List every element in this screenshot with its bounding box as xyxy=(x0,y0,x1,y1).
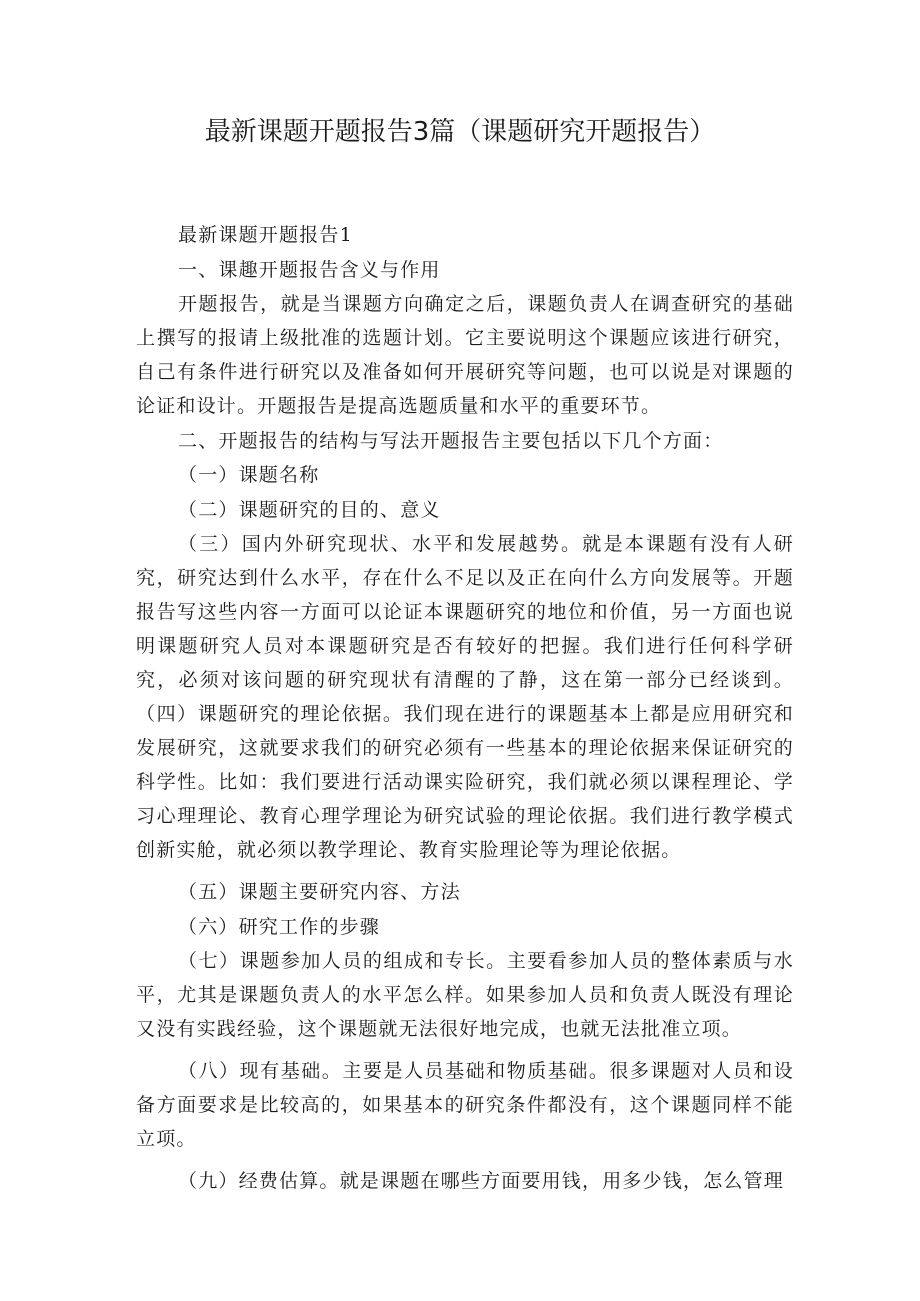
body-paragraph: （九）经费估算。就是课题在哪些方面要用钱，用多少钱，怎么管理 xyxy=(178,1170,785,1192)
body-paragraph: （三）国内外研究现状、水平和发展越势。就是本课题有没有人研究，研究达到什么水平，存在什么不足以及正在向什么方向发展等。开题报告写这些内容一方面可以论证本课题研究的地位和价值，另一方面也说明课题研究人员对本课题研究是否有较好的把握。我们进行任何科学研究，必须对该问题的研究现状有清醒的了静，这在第一部分已经谈到。（四）课题研究的理论依据。我们现在进行的课题基本上都是应用研究和发展研究，这就要求我们的研究必须有一些基本的理论依据来保证研究的科学性。比如：我们要进行活动课实险研究，我们就必须以课程理论、学习心理理论、教育心理学理论为研究试验的理论依据。我们进行教学模式创新实舱，就必须以教学理论、教育实脸理论等为理论依据。 xyxy=(136,533,794,861)
page-title: 最新课题开题报告3篇（课题研究开题报告） xyxy=(204,117,716,147)
section-heading: 最新课题开题报告1 xyxy=(178,224,353,246)
document-body xyxy=(136,218,794,1199)
subsection-heading: 一、课趣开题报告含义与作用 xyxy=(178,258,441,281)
body-paragraph: （八）现有基础。主要是人员基础和物质基础。很多课题对人员和设备方面要求是比较高的，如果基本的研究条件都没有，这个课题同样不能立项。 xyxy=(136,1060,794,1150)
list-item: （六）研究工作的步骤 xyxy=(178,915,381,938)
list-item: （二）课题研究的目的、意义 xyxy=(178,498,441,521)
list-item: （五）课题主要研究内容、方法 xyxy=(178,881,461,903)
body-paragraph: （七）课题参加人员的组成和专长。主要看参加人员的整体素质与水平，尤其是课题负责人的水平怎么样。如果参加人员和负责人既没有理论又没有实践经验，这个课题就无法很好地完成，也就无法批准立项。 xyxy=(136,950,794,1040)
body-paragraph: 开题报告，就是当课题方向确定之后，课题负责人在调查研究的基础上撰写的报请上级批准的选题计划。它主要说明这个课题应该进行研究，自己有条件进行研究以及准备如何开展研究等问题，也可以说是对课题的论证和设计。开题报告是提高选题质量和水平的重要环节。 xyxy=(136,293,794,417)
subsection-heading: 二、开题报告的结构与写法开题报告主要包括以下几个方面： xyxy=(178,429,724,452)
list-item: （一）课题名称 xyxy=(178,464,320,486)
